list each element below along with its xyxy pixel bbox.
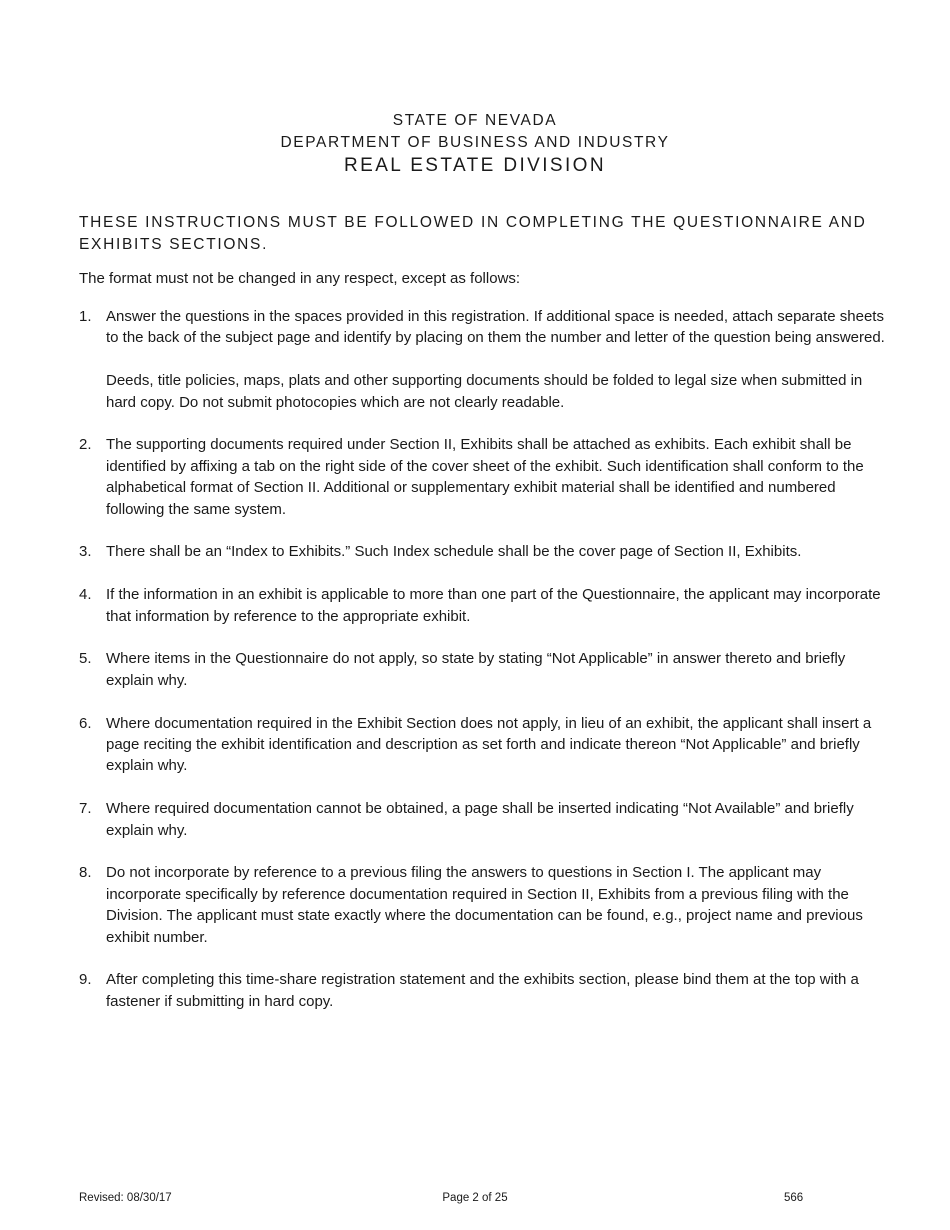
document-header: [0, 110, 950, 178]
instruction-item: [79, 862, 889, 948]
instruction-paragraph: There shall be an “Index to Exhibits.” Such Index schedule shall be the cover page of Section II, Exhibits.: [106, 543, 802, 561]
instruction-paragraph: Where required documentation cannot be obtained, a page shall be inserted indicating “Not Available” and briefly explain why.: [106, 800, 854, 839]
instruction-paragraph: Where items in the Questionnaire do not apply, so state by stating “Not Applicable” in answer thereto and briefly explain why.: [106, 650, 846, 689]
form-number: 566: [784, 1192, 804, 1204]
instruction-paragraph: Answer the questions in the spaces provided in this registration. If additional space is needed, attach separate sheets to the back of the subject page and identify by placing on them the number and letter of the question being answered.: [106, 308, 885, 347]
state-name: STATE OF NEVADA: [392, 112, 558, 129]
instruction-paragraph: If the information in an exhibit is applicable to more than one part of the Questionnaire, the applicant may incorporate that information by reference to the appropriate exhibit.: [106, 586, 881, 625]
instruction-item: [79, 713, 889, 777]
instruction-number: 7.: [79, 800, 92, 818]
instruction-item: [79, 969, 889, 1012]
intro-text: The format must not be changed in any respect, except as follows:: [79, 270, 521, 287]
instruction-paragraph: Deeds, title policies, maps, plats and other supporting documents should be folded to legal size when submitted in hard copy. Do not submit photocopies which are not clearly readable.: [106, 372, 863, 411]
instruction-paragraph: Do not incorporate by reference to a previous filing the answers to questions in Section I. The applicant may incorporate specifically by reference documentation required in Section II, Exhibits from a previous filing with the Division. The applicant must state exactly where the documentation can be found, e.g., project name and previous exhibit number.: [106, 864, 863, 946]
instruction-paragraph: Where documentation required in the Exhibit Section does not apply, in lieu of an exhibit, the applicant shall insert a page reciting the exhibit identification and description as set forth and indicate thereon “Not Applicable” and briefly explain why.: [106, 714, 872, 775]
department-name: DEPARTMENT OF BUSINESS AND INDUSTRY: [280, 134, 670, 151]
instruction-number: 3.: [79, 543, 92, 561]
instruction-item: [79, 306, 889, 413]
instruction-number: 4.: [79, 586, 92, 604]
instruction-paragraph: After completing this time-share registration statement and the exhibits section, please bind them at the top with a fastener if submitting in hard copy.: [106, 971, 859, 1010]
instruction-list: [79, 306, 889, 1034]
division-name: REAL ESTATE DIVISION: [344, 155, 606, 176]
instruction-item: [79, 648, 889, 691]
instruction-number: 2.: [79, 436, 92, 454]
page-number: Page 2 of 25: [442, 1192, 508, 1204]
revised-date: Revised: 08/30/17: [79, 1192, 172, 1204]
instruction-item: [79, 434, 889, 520]
instruction-item: [79, 541, 889, 562]
instruction-item: [79, 584, 889, 627]
instruction-item: [79, 798, 889, 841]
instruction-number: 8.: [79, 864, 92, 882]
instructions-heading: THESE INSTRUCTIONS MUST BE FOLLOWED IN COMPLETING THE QUESTIONNAIRE AND EXHIBITS SECTIONS.: [79, 214, 867, 253]
instruction-paragraph: The supporting documents required under Section II, Exhibits shall be attached as exhibits. Each exhibit shall be identified by affixing a tab on the right side of the cover sheet of the exhibit. Such identification shall conform to the alphabetical format of Section II. Additional or supplementary exhibit material shall be identified and numbered following the same system.: [106, 436, 864, 518]
instruction-number: 6.: [79, 714, 92, 732]
instruction-number: 9.: [79, 971, 92, 989]
instruction-number: 5.: [79, 650, 92, 668]
instruction-number: 1.: [79, 308, 92, 325]
